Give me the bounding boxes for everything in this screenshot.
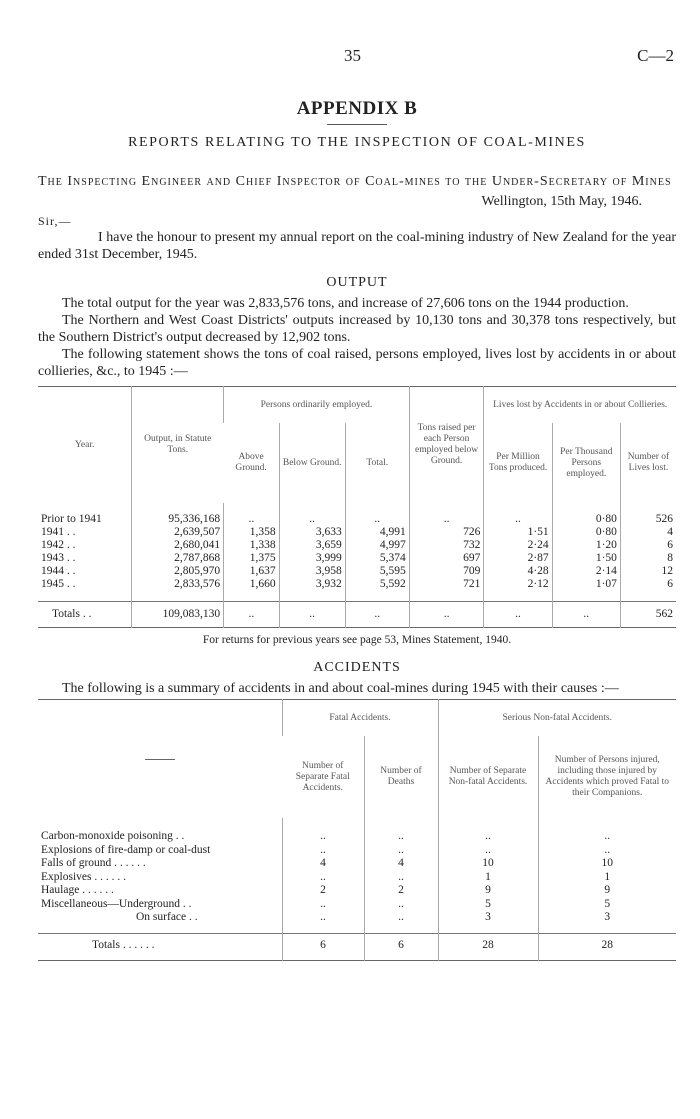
col-year: Year. bbox=[75, 439, 95, 450]
appendix-title: APPENDIX B bbox=[296, 98, 418, 119]
section-code: C—2 bbox=[637, 46, 674, 65]
acc-cell-sep-nonfatal: 1 bbox=[438, 871, 538, 885]
acc-cell-injured: 10 bbox=[538, 857, 676, 871]
cell-per-thousand: 2·14 bbox=[552, 565, 620, 578]
cell-below: 3,958 bbox=[279, 565, 345, 578]
acc-total-label: Totals . . . . . . bbox=[38, 933, 282, 961]
cell-output: 2,639,507 bbox=[132, 526, 224, 539]
cell-year: 1943 . . bbox=[41, 552, 76, 564]
acc-cell-injured: 1 bbox=[538, 871, 676, 885]
cell-output: 95,336,168 bbox=[132, 513, 224, 526]
col-output: Output, in Statute Tons. bbox=[132, 387, 224, 504]
cell-year: 1944 . . bbox=[41, 565, 76, 577]
cell-output: 2,787,868 bbox=[132, 552, 224, 565]
acc-cell-cause: Carbon-monoxide poisoning . . bbox=[41, 830, 185, 842]
acc-cell-injured: 3 bbox=[538, 911, 676, 925]
cell-per-thousand: 1·20 bbox=[552, 539, 620, 552]
list-item bbox=[38, 871, 676, 885]
acc-cell-deaths: .. bbox=[364, 911, 438, 925]
sir-greeting: Sir,— bbox=[38, 214, 72, 228]
acc-cell-cause: Explosions of fire-damp or coal-dust bbox=[41, 843, 211, 856]
acc-cell-sep-nonfatal: 9 bbox=[438, 884, 538, 898]
acc-total-injured: 28 bbox=[538, 933, 676, 961]
acc-cell-deaths: 2 bbox=[364, 884, 438, 898]
acc-cell-deaths: .. bbox=[364, 844, 438, 858]
cell-lives: 12 bbox=[620, 565, 676, 578]
cell-output: 2,833,576 bbox=[132, 578, 224, 591]
cell-above: 1,375 bbox=[224, 552, 279, 565]
acc-cell-injured: .. bbox=[538, 844, 676, 858]
col-below: Below Ground. bbox=[279, 423, 345, 503]
col-serious-group: Serious Non-fatal Accidents. bbox=[438, 700, 676, 737]
total-total: .. bbox=[345, 602, 409, 628]
acc-cell-sep-fatal: .. bbox=[282, 898, 364, 912]
cell-per-million: 4·28 bbox=[484, 565, 552, 578]
acc-cell-cause: On surface . . bbox=[136, 911, 198, 923]
acc-cell-injured: 5 bbox=[538, 898, 676, 912]
accidents-heading: ACCIDENTS bbox=[313, 660, 401, 675]
cell-lives: 8 bbox=[620, 552, 676, 565]
cell-tons: 697 bbox=[409, 552, 484, 565]
page-number: 35 bbox=[344, 46, 361, 65]
col-sep-nonfatal: Number of Separate Non-fatal Accidents. bbox=[438, 736, 538, 818]
accidents-intro: The following is a summary of accidents in and about coal-mines during 1945 with their causes :— bbox=[62, 681, 619, 696]
acc-cell-sep-fatal: .. bbox=[282, 911, 364, 925]
acc-total-sep-fatal: 6 bbox=[282, 933, 364, 961]
cell-tons: 726 bbox=[409, 526, 484, 539]
acc-cell-sep-fatal: .. bbox=[282, 830, 364, 844]
acc-cell-deaths: 4 bbox=[364, 857, 438, 871]
acc-cell-sep-nonfatal: 5 bbox=[438, 898, 538, 912]
report-subtitle: REPORTS RELATING TO THE INSPECTION OF COAL-MINES bbox=[128, 135, 586, 150]
acc-cell-cause: Miscellaneous—Underground . . bbox=[41, 897, 192, 910]
acc-cell-injured: .. bbox=[538, 830, 676, 844]
table-row bbox=[38, 565, 676, 578]
cell-above: .. bbox=[224, 513, 279, 526]
cell-lives: 6 bbox=[620, 539, 676, 552]
list-item bbox=[38, 898, 676, 912]
page-header bbox=[38, 40, 676, 68]
cell-year: Prior to 1941 bbox=[41, 513, 102, 525]
output-paragraph-2: The Northern and West Coast Districts' outputs increased by 10,130 tons and 30,378 tons respectively, but the Southern District's output decreased by 12,902 tons. bbox=[38, 313, 676, 345]
acc-cell-deaths: .. bbox=[364, 871, 438, 885]
cell-total: 5,592 bbox=[345, 578, 409, 591]
output-paragraph-3: The following statement shows the tons of coal raised, persons employed, lives lost by accidents in or about collieries, &c., to 1945 :— bbox=[38, 347, 676, 379]
col-cause bbox=[38, 700, 282, 819]
cell-above: 1,338 bbox=[224, 539, 279, 552]
document-page bbox=[38, 40, 676, 961]
table-row bbox=[38, 552, 676, 565]
total-above: .. bbox=[224, 602, 279, 628]
cell-lives: 4 bbox=[620, 526, 676, 539]
col-sep-fatal: Number of Separate Fatal Accidents. bbox=[295, 760, 350, 793]
cell-above: 1,660 bbox=[224, 578, 279, 591]
total-lives: 562 bbox=[620, 602, 676, 628]
output-paragraph-1: The total output for the year was 2,833,576 tons, and increase of 27,606 tons on the 1944 production. bbox=[62, 296, 629, 311]
col-per-million: Per Million Tons produced. bbox=[484, 423, 552, 503]
list-item bbox=[38, 857, 676, 871]
cell-lives: 6 bbox=[620, 578, 676, 591]
cell-per-million: 2·12 bbox=[484, 578, 552, 591]
cell-per-thousand: 1·50 bbox=[552, 552, 620, 565]
cell-year: 1942 . . bbox=[41, 539, 76, 551]
output-heading: OUTPUT bbox=[326, 275, 388, 290]
list-item bbox=[38, 884, 676, 898]
cell-tons: .. bbox=[409, 513, 484, 526]
col-tons-raised: Tons raised per each Person employed below Ground. bbox=[409, 387, 484, 504]
acc-total-sep-nonfatal: 28 bbox=[438, 933, 538, 961]
acc-cell-sep-nonfatal: .. bbox=[438, 830, 538, 844]
salutation: The Inspecting Engineer and Chief Inspector of Coal-mines to the Under-Secretary of Mines bbox=[38, 174, 672, 189]
cell-lives: 526 bbox=[620, 513, 676, 526]
output-table bbox=[38, 386, 676, 628]
cell-tons: 732 bbox=[409, 539, 484, 552]
cell-below: 3,999 bbox=[279, 552, 345, 565]
cell-per-thousand: 1·07 bbox=[552, 578, 620, 591]
total-output: 109,083,130 bbox=[132, 602, 224, 628]
intro-paragraph: I have the honour to present my annual report on the coal-mining industry of New Zealand for the year ended 31st December, 1945. bbox=[38, 230, 676, 262]
table-row bbox=[38, 513, 676, 526]
cell-per-million: .. bbox=[484, 513, 552, 526]
total-below: .. bbox=[279, 602, 345, 628]
col-deaths: Number of Deaths bbox=[364, 736, 438, 818]
cell-below: .. bbox=[279, 513, 345, 526]
date-line: Wellington, 15th May, 1946. bbox=[481, 194, 642, 209]
cell-output: 2,680,041 bbox=[132, 539, 224, 552]
acc-cell-sep-fatal: 4 bbox=[282, 857, 364, 871]
cell-per-thousand: 0·80 bbox=[552, 513, 620, 526]
acc-cell-cause: Falls of ground . . . . . . bbox=[41, 857, 146, 869]
acc-cell-sep-fatal: 2 bbox=[282, 884, 364, 898]
acc-cell-sep-fatal: .. bbox=[282, 844, 364, 858]
acc-cell-injured: 9 bbox=[538, 884, 676, 898]
list-item bbox=[38, 911, 676, 925]
cell-total: 4,997 bbox=[345, 539, 409, 552]
acc-total-deaths: 6 bbox=[364, 933, 438, 961]
acc-cell-cause: Explosives . . . . . . bbox=[41, 870, 126, 883]
title-rule bbox=[327, 124, 387, 125]
acc-cell-sep-fatal: .. bbox=[282, 871, 364, 885]
cell-total: 5,595 bbox=[345, 565, 409, 578]
col-fatal-group: Fatal Accidents. bbox=[282, 700, 438, 737]
col-number-lives: Number of Lives lost. bbox=[620, 423, 676, 503]
acc-cell-sep-nonfatal: 10 bbox=[438, 857, 538, 871]
col-above: Above Ground. bbox=[235, 452, 267, 473]
table-row bbox=[38, 578, 676, 591]
acc-cell-deaths: .. bbox=[364, 898, 438, 912]
cause-dash bbox=[145, 759, 175, 760]
cell-tons: 721 bbox=[409, 578, 484, 591]
col-per-thousand: Per Thousand Persons employed. bbox=[552, 423, 620, 503]
cell-tons: 709 bbox=[409, 565, 484, 578]
cell-year: 1945 . . bbox=[41, 578, 76, 590]
cell-per-thousand: 0·80 bbox=[552, 526, 620, 539]
acc-cell-deaths: .. bbox=[364, 830, 438, 844]
cell-per-million: 1·51 bbox=[484, 526, 552, 539]
cell-total: .. bbox=[345, 513, 409, 526]
col-total: Total. bbox=[345, 423, 409, 503]
table-row bbox=[38, 526, 676, 539]
total-label: Totals . . bbox=[38, 602, 132, 628]
cell-below: 3,659 bbox=[279, 539, 345, 552]
cell-output: 2,805,970 bbox=[132, 565, 224, 578]
cell-below: 3,932 bbox=[279, 578, 345, 591]
acc-cell-sep-nonfatal: 3 bbox=[438, 911, 538, 925]
cell-below: 3,633 bbox=[279, 526, 345, 539]
cell-per-million: 2·87 bbox=[484, 552, 552, 565]
col-persons-injured: Number of Persons injured, including those injured by Accidents which proved Fatal to their Companions. bbox=[538, 736, 676, 818]
acc-cell-sep-nonfatal: .. bbox=[438, 844, 538, 858]
cell-per-million: 2·24 bbox=[484, 539, 552, 552]
col-lives-group: Lives lost by Accidents in or about Collieries. bbox=[484, 387, 676, 424]
accidents-table bbox=[38, 699, 676, 961]
total-per-million: .. bbox=[484, 602, 552, 628]
table-total-row bbox=[38, 602, 676, 628]
cell-above: 1,358 bbox=[224, 526, 279, 539]
total-per-thousand: .. bbox=[552, 602, 620, 628]
cell-total: 5,374 bbox=[345, 552, 409, 565]
table-row bbox=[38, 539, 676, 552]
col-persons-group: Persons ordinarily employed. bbox=[224, 387, 410, 424]
list-item bbox=[38, 844, 676, 858]
cell-year: 1941 . . bbox=[41, 526, 76, 538]
accidents-total-row bbox=[38, 933, 676, 961]
acc-cell-cause: Haulage . . . . . . bbox=[41, 884, 114, 896]
total-tons: .. bbox=[409, 602, 484, 628]
list-item bbox=[38, 830, 676, 844]
table-note: For returns for previous years see page 53, Mines Statement, 1940. bbox=[202, 634, 512, 646]
cell-total: 4,991 bbox=[345, 526, 409, 539]
cell-above: 1,637 bbox=[224, 565, 279, 578]
